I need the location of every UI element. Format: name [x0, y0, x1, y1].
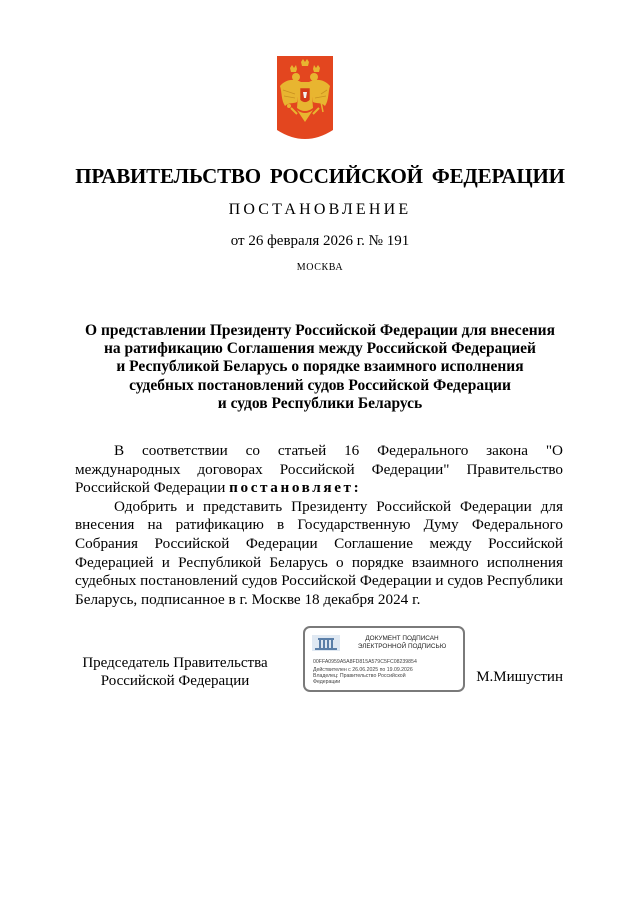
- document-date-number: от 26 февраля 2026 г. № 191: [230, 233, 410, 249]
- document-city: МОСКВА: [296, 262, 344, 273]
- signatory-position: [75, 654, 275, 690]
- heading-line: и Республикой Беларусь о порядке взаимного исполнения: [116, 358, 524, 376]
- signatory-position-line: Российской Федерации: [100, 673, 250, 689]
- stamp-title: [343, 635, 461, 650]
- heading-line: О представлении Президенту Российской Федерации для внесения: [85, 322, 555, 339]
- heading-line: судебных постановлений судов Российской Федерации: [129, 376, 511, 394]
- stamp-owner: Владелец: Правительство Российской: [313, 673, 406, 679]
- signatory-name: М.Мишустин: [476, 669, 563, 685]
- body-paragraph: Одобрить и представить Президенту Российской Федерации для внесения на ратификацию в Государственную Думу Федерального Собрания Российской Федерации Соглашение между Российской Федерацией и Республикой Беларусь о порядке взаимного исполнения судебных постановлений судов Российской Федерации и судов Республики Беларусь, подписанное в г. Москве 18 декабря 2024 г.: [75, 497, 563, 608]
- document-type: ПОСТАНОВЛЕНИЕ: [228, 201, 412, 218]
- stamp-title-line: ДОКУМЕНТ ПОДПИСАН: [365, 635, 439, 642]
- electronic-signature-stamp: [303, 626, 465, 692]
- stamp-title-line: ЭЛЕКТРОННОЙ ПОДПИСЬЮ: [357, 642, 447, 650]
- document-heading: [60, 322, 580, 413]
- stamp-owner: Федерации: [313, 679, 341, 685]
- body-paragraph: [75, 442, 563, 498]
- stamp-validity: Действителен с 26.06.2025 по 19.09.2026: [313, 667, 413, 673]
- signatory-position-line: Председатель Правительства: [82, 655, 268, 671]
- stamp-certificate: 00FFA0959A5A8FD815A579C5FC08239854: [313, 659, 417, 665]
- heading-line: на ратификацию Соглашения между Российской Федерацией: [104, 340, 536, 358]
- government-building-icon: [312, 635, 340, 651]
- paragraph-text: В соответствии со статьей 16 Федерального закона "О международных договорах Российской Федерации" Правительство Российской Федерации: [75, 442, 563, 497]
- document-body: [75, 442, 563, 609]
- government-title: ПРАВИТЕЛЬСТВО РОССИЙСКОЙ ФЕДЕРАЦИИ: [75, 164, 565, 188]
- decree-word: постановляет:: [229, 479, 362, 497]
- heading-line: и судов Республики Беларусь: [217, 394, 423, 412]
- coat-of-arms-icon: [277, 56, 333, 144]
